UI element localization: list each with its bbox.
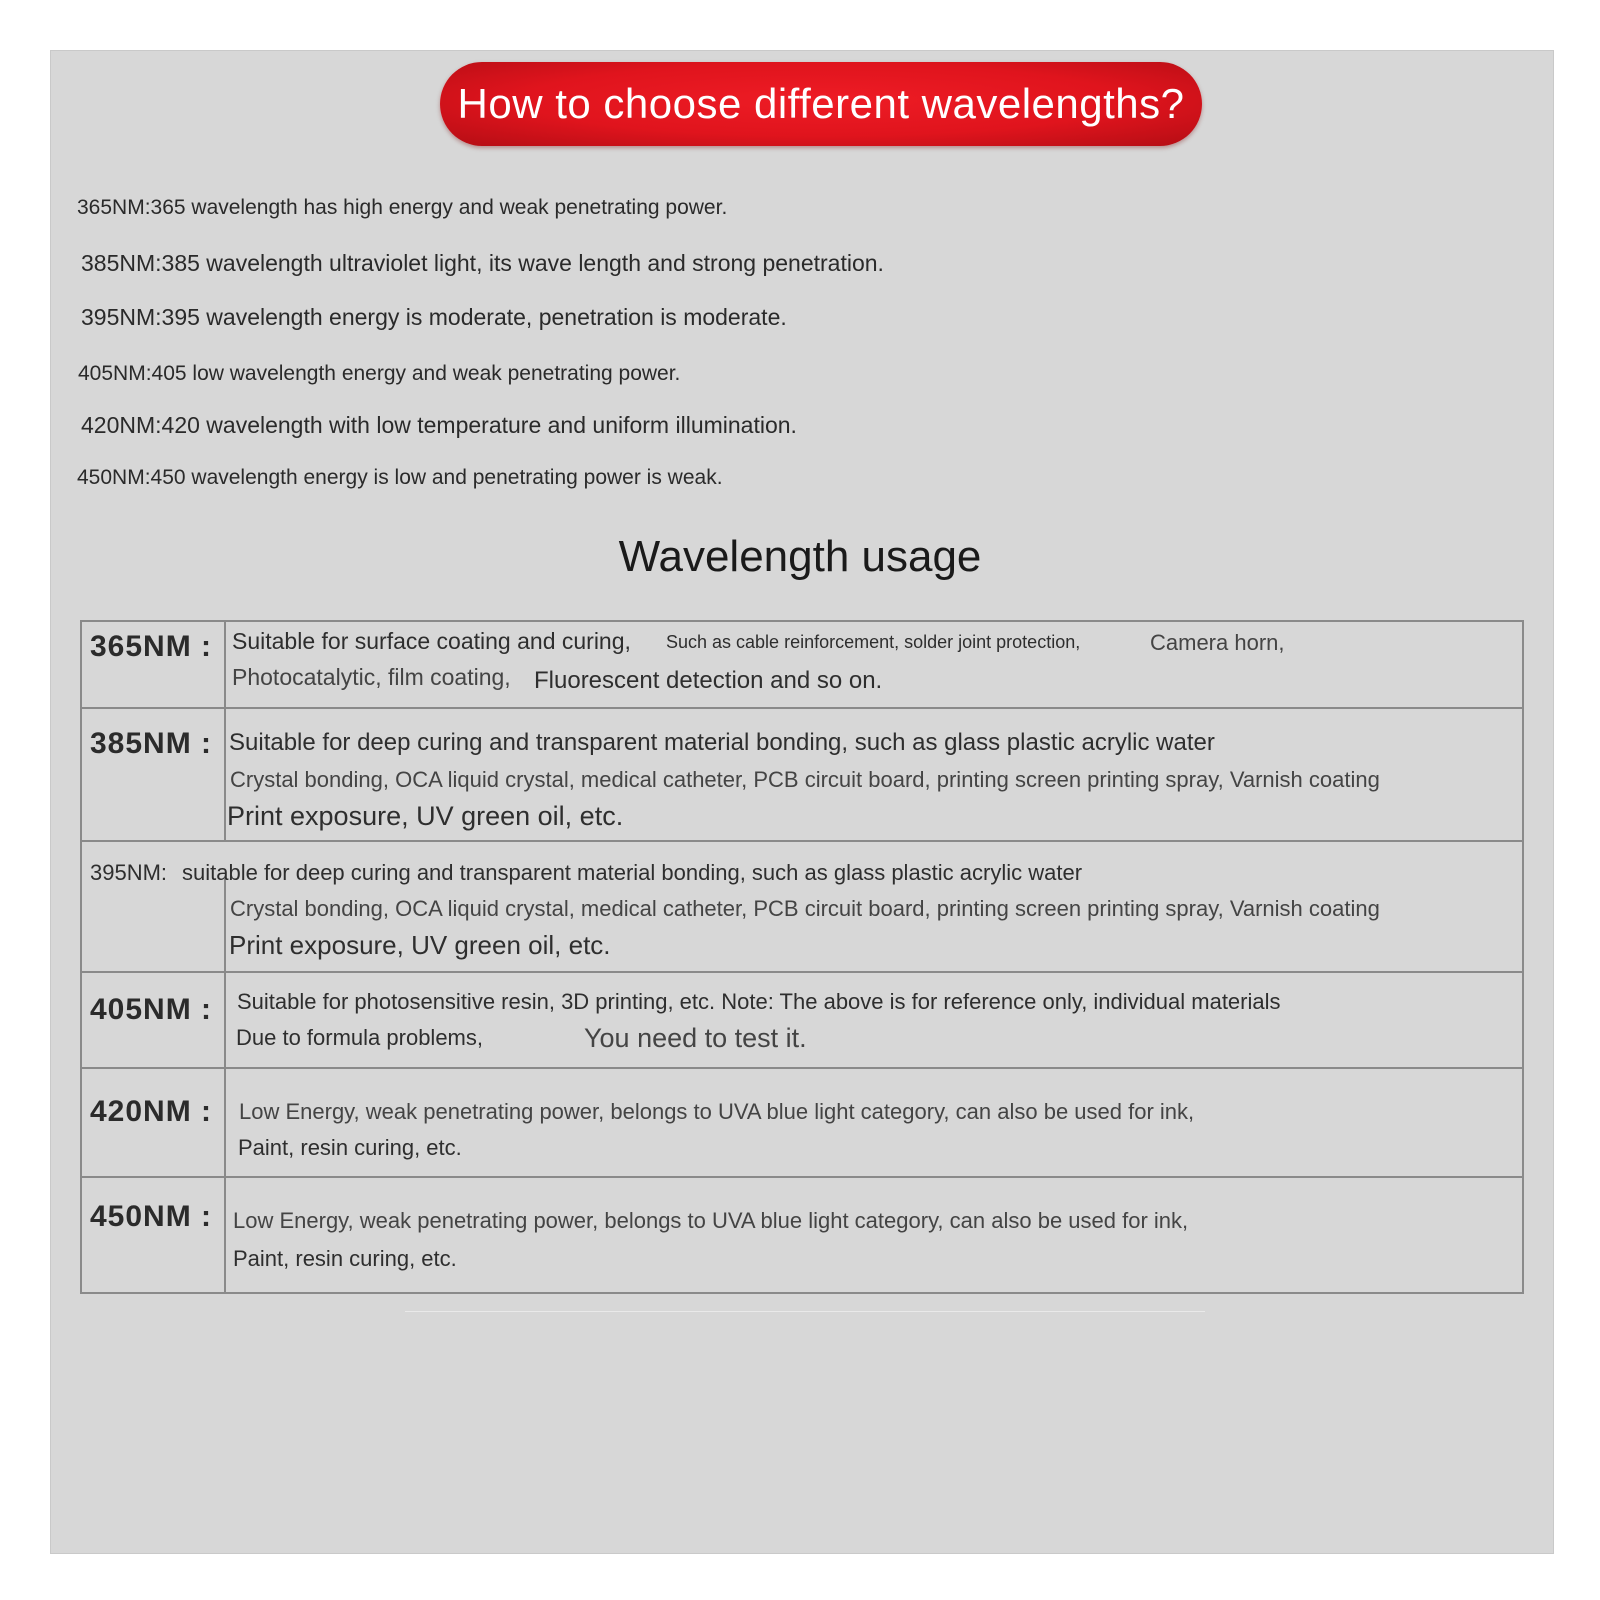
row-385-line-1: Suitable for deep curing and transparent material bonding, such as glass plastic acrylic water — [229, 729, 1215, 756]
footer-divider — [405, 1311, 1205, 1312]
row-385-line-3: Print exposure, UV green oil, etc. — [227, 801, 624, 831]
row-395-line-3: Print exposure, UV green oil, etc. — [229, 930, 611, 960]
column-divider — [224, 878, 226, 971]
row-label-395: 395NM: — [90, 860, 168, 885]
row-365-text-e: Fluorescent detection and so on. — [534, 667, 883, 694]
table-row-405 — [82, 973, 1522, 1069]
column-divider — [224, 709, 226, 840]
row-420-line-2: Paint, resin curing, etc. — [238, 1135, 462, 1160]
row-label-420: 420NM : — [90, 1095, 213, 1128]
table-row-420 — [82, 1069, 1522, 1178]
table-row-365 — [82, 622, 1522, 709]
row-label-450: 450NM : — [90, 1200, 213, 1233]
intro-line-385: 385NM:385 wavelength ultraviolet light, its wave length and strong penetration. — [81, 250, 884, 276]
row-365-text-c: Camera horn, — [1150, 630, 1285, 655]
intro-line-450: 450NM:450 wavelength energy is low and penetrating power is weak. — [77, 466, 723, 489]
row-405-line-2b: You need to test it. — [584, 1023, 807, 1053]
row-365-text-b: Such as cable reinforcement, solder joint protection, — [666, 632, 1081, 652]
column-divider — [224, 1178, 226, 1292]
row-405-line-1: Suitable for photosensitive resin, 3D printing, etc. Note: The above is for reference only, individual materials — [237, 989, 1281, 1014]
table-row-385 — [82, 709, 1522, 842]
page-title: How to choose different wavelengths? — [457, 80, 1185, 127]
row-365-text-a: Suitable for surface coating and curing, — [232, 628, 631, 654]
row-420-line-1: Low Energy, weak penetrating power, belongs to UVA blue light category, can also be used for ink, — [239, 1099, 1195, 1124]
row-label-385: 385NM : — [90, 727, 213, 760]
row-label-405: 405NM : — [90, 993, 213, 1026]
row-label-365: 365NM : — [90, 630, 213, 663]
column-divider — [224, 1069, 226, 1176]
row-450-line-1: Low Energy, weak penetrating power, belongs to UVA blue light category, can also be used for ink, — [233, 1208, 1189, 1233]
intro-line-420: 420NM:420 wavelength with low temperature and uniform illumination. — [81, 412, 797, 438]
table-row-450 — [82, 1178, 1522, 1292]
section-title: Wavelength usage — [618, 532, 982, 581]
row-395-line-1: suitable for deep curing and transparent material bonding, such as glass plastic acrylic water — [182, 860, 1083, 885]
row-450-line-2: Paint, resin curing, etc. — [233, 1246, 457, 1271]
intro-line-405: 405NM:405 low wavelength energy and weak penetrating power. — [78, 362, 681, 385]
row-395-line-2: Crystal bonding, OCA liquid crystal, medical catheter, PCB circuit board, printing screen printing spray, Varnish coating — [230, 896, 1380, 921]
column-divider — [224, 973, 226, 1067]
usage-table — [80, 620, 1524, 1294]
row-365-text-d: Photocatalytic, film coating, — [232, 664, 511, 690]
intro-line-365: 365NM:365 wavelength has high energy and weak penetrating power. — [77, 196, 728, 219]
intro-line-395: 395NM:395 wavelength energy is moderate, penetration is moderate. — [81, 304, 787, 330]
table-row-395 — [82, 842, 1522, 973]
column-divider — [224, 622, 226, 707]
title-banner — [440, 62, 1202, 146]
row-405-line-2a: Due to formula problems, — [236, 1025, 483, 1050]
row-385-line-2: Crystal bonding, OCA liquid crystal, medical catheter, PCB circuit board, printing screen printing spray, Varnish coating — [230, 767, 1380, 792]
